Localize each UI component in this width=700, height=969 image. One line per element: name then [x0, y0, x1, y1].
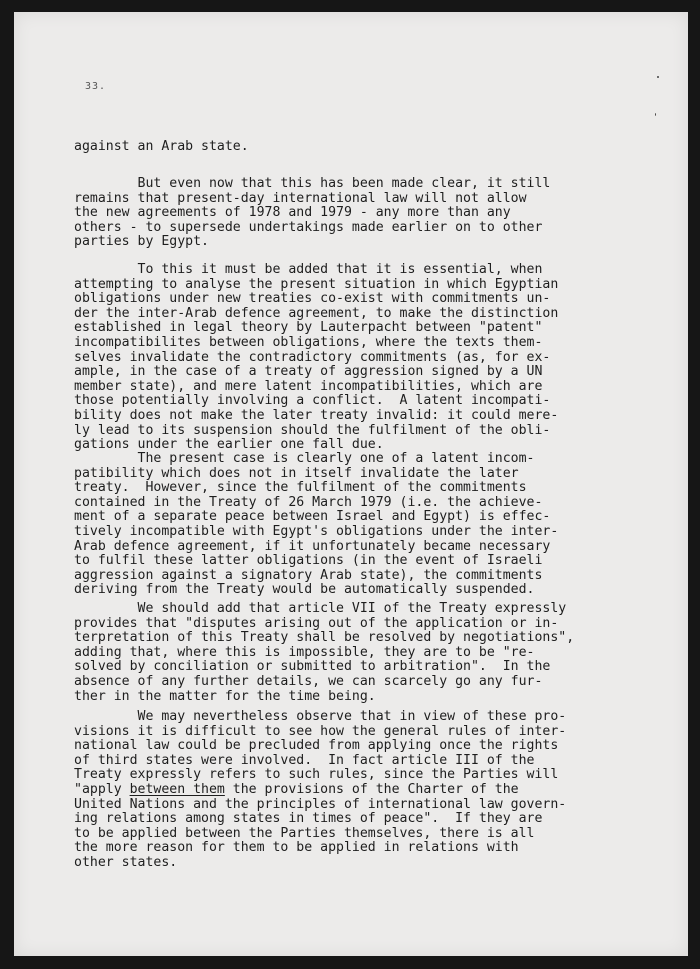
- text-line: against an Arab state.: [74, 139, 249, 154]
- text-line: tively incompatible with Egypt's obligations under the inter-: [74, 523, 559, 539]
- text-line: United Nations and the principles of international law govern-: [74, 796, 567, 812]
- text-line: aggression against a signatory Arab state), the commitments: [74, 567, 543, 583]
- paragraph-lauterpacht-distinction: [74, 263, 558, 453]
- text-line: absence of any further details, we can scarcely go any fur-: [74, 673, 543, 689]
- text-line: to be applied between the Parties themselves, there is all: [74, 825, 535, 841]
- text-line: others - to supersede undertakings made earlier on to other: [74, 219, 543, 235]
- text-line: ment of a separate peace between Israel and Egypt) is effec-: [74, 509, 551, 525]
- text-line: terpretation of this Treaty shall be resolved by negotiations",: [74, 630, 575, 646]
- paper-speck: [657, 76, 659, 78]
- text-line: ing relations among states in times of peace". If they are: [74, 811, 543, 827]
- paragraph-article-iii: [74, 710, 566, 871]
- text-line: remains that present-day international law will not allow: [74, 190, 527, 206]
- document-page: [14, 12, 688, 956]
- text-line: member state), and mere latent incompatibilities, which are: [74, 378, 543, 394]
- text-line: of third states were involved. In fact article III of the: [74, 752, 535, 768]
- text-line: "apply: [74, 781, 130, 797]
- text-line: The present case is clearly one of a latent incom-: [74, 451, 535, 466]
- text-line: Arab defence agreement, if it unfortunately became necessary: [74, 538, 551, 554]
- text-line: the provisions of the Charter of the: [224, 781, 519, 797]
- paper-speck: [655, 113, 656, 116]
- text-line: established in legal theory by Lauterpacht between "patent": [74, 320, 543, 336]
- text-line: adding that, where this is impossible, they are to be "re-: [74, 644, 535, 660]
- paragraph-intro-fragment: [74, 140, 249, 155]
- text-line: selves invalidate the contradictory commitments (as, for ex-: [74, 349, 551, 365]
- text-line: ther in the matter for the time being.: [74, 688, 376, 704]
- text-line: those potentially involving a conflict. A latent incompati-: [74, 393, 551, 409]
- paragraph-international-law: [74, 177, 550, 250]
- text-line: But even now that this has been made clear, it still: [74, 176, 551, 191]
- text-line: gations under the earlier one fall due.: [74, 437, 384, 453]
- text-line: visions it is difficult to see how the general rules of inter-: [74, 723, 567, 739]
- text-line: ly lead to its suspension should the fulfilment of the obli-: [74, 422, 551, 438]
- text-line: bility does not make the later treaty invalid: it could mere-: [74, 407, 559, 423]
- text-line: to fulfil these latter obligations (in the event of Israeli: [74, 553, 543, 569]
- text-line: patibility which does not in itself invalidate the later: [74, 465, 519, 481]
- text-line: contained in the Treaty of 26 March 1979 (i.e. the achieve-: [74, 494, 543, 510]
- text-line: parties by Egypt.: [74, 234, 209, 250]
- text-line: solved by conciliation or submitted to arbitration". In the: [74, 659, 551, 675]
- text-line: provides that "disputes arising out of the application or in-: [74, 615, 559, 631]
- text-line: deriving from the Treaty would be automatically suspended.: [74, 582, 535, 598]
- text-line: We may nevertheless observe that in view of these pro-: [74, 709, 567, 724]
- paragraph-latent-incompatibility: [74, 452, 558, 598]
- page-number: 33.: [85, 81, 107, 92]
- text-line: national law could be precluded from applying once the rights: [74, 738, 559, 754]
- text-line: treaty. However, since the fulfilment of the commitments: [74, 480, 527, 496]
- text-line: incompatibilites between obligations, where the texts them-: [74, 334, 543, 350]
- text-line: Treaty expressly refers to such rules, since the Parties will: [74, 767, 559, 783]
- text-line: other states.: [74, 854, 178, 870]
- paragraph-article-vii: [74, 602, 574, 704]
- text-line: To this it must be added that it is essential, when: [74, 262, 543, 277]
- text-line: der the inter-Arab defence agreement, to make the distinction: [74, 305, 559, 321]
- underlined-phrase: between them: [129, 781, 225, 797]
- text-line: ample, in the case of a treaty of aggression signed by a UN: [74, 364, 543, 380]
- text-line: the more reason for them to be applied in relations with: [74, 840, 519, 856]
- text-line: obligations under new treaties co-exist with commitments un-: [74, 291, 551, 307]
- text-line: We should add that article VII of the Treaty expressly: [74, 601, 567, 616]
- text-line: attempting to analyse the present situation in which Egyptian: [74, 276, 559, 292]
- text-line: the new agreements of 1978 and 1979 - any more than any: [74, 205, 511, 221]
